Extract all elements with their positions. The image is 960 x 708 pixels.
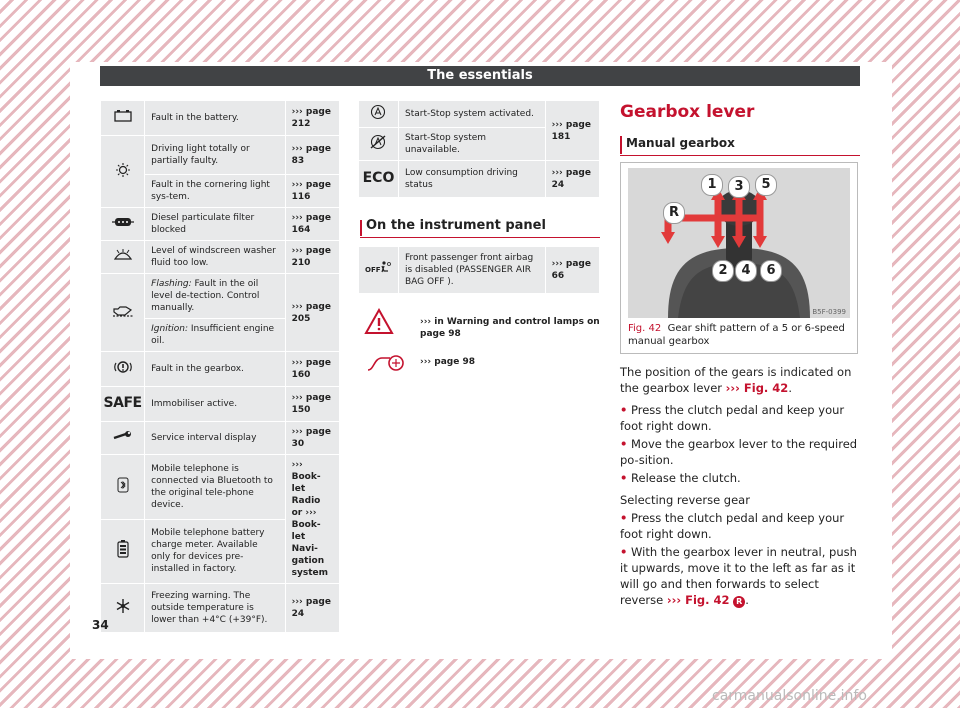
lamp-description: Fault in the gearbox.: [145, 352, 285, 387]
lamp-description: [145, 274, 285, 319]
lamp-description-emphasis: Ignition:: [151, 324, 188, 334]
oil-level-icon: [101, 274, 145, 352]
figure-reference[interactable]: ››› Fig. 42: [725, 381, 789, 395]
figure-label: Fig. 42: [628, 323, 662, 334]
list-item: • Press the clutch pedal and keep your foot right down.: [620, 511, 845, 541]
page-link[interactable]: ››› page 210: [285, 241, 339, 274]
gearbox-subtitle: Manual gearbox: [620, 136, 860, 156]
table-row: [101, 455, 340, 520]
table-row: [359, 247, 600, 294]
start-stop-icon: [359, 101, 399, 128]
intro-paragraph: The position of the gears is indicated on the gearbox lever ››› Fig. 42.: [620, 365, 852, 395]
lamp-description: [145, 319, 285, 352]
gearbox-figure: [628, 168, 850, 318]
gear-label: 2: [712, 260, 734, 282]
lamp-description: Mobile telephone is connected via Bluetooth to the original tele-phone device.: [145, 455, 285, 520]
list-item: • Release the clutch.: [620, 471, 741, 485]
gear-label: 6: [760, 260, 782, 282]
environment-reference[interactable]: ››› page 98: [420, 357, 475, 367]
lamp-description: Mobile telephone battery charge meter. Available only for devices pre-installed in factory.: [145, 519, 285, 584]
eco-icon-label: ECO: [362, 170, 395, 186]
page-link[interactable]: ››› page 66: [545, 247, 599, 294]
environment-note-icon: [366, 352, 406, 374]
table-row: [101, 422, 340, 455]
step-text: Press the clutch pedal and keep your foot right down.: [620, 511, 845, 541]
figure-code: B5F-0399: [812, 308, 846, 316]
step-text: Move the gearbox lever to the required po-sition.: [620, 437, 858, 467]
figure-reference[interactable]: ››› Fig. 42: [666, 593, 730, 607]
step-text: With the gearbox lever in neutral, push it upwards, move it to the left as far as it will go and then forwards to select reverse: [620, 545, 857, 607]
table-row: [101, 387, 340, 422]
table-row: [101, 101, 340, 136]
gearbox-title: Gearbox lever: [620, 102, 755, 122]
watermark: carmanualsonline.info: [712, 688, 867, 704]
page-link[interactable]: ››› page 30: [285, 422, 339, 455]
lamp-description: Low consumption driving status: [398, 161, 545, 198]
list-item: • Press the clutch pedal and keep your foot right down.: [620, 403, 845, 433]
table-row: [101, 584, 340, 633]
lamp-description: Start-Stop system activated.: [398, 101, 545, 128]
gear-label: 1: [701, 174, 723, 196]
page-link[interactable]: ››› page 164: [285, 208, 339, 241]
lamp-description: Level of windscreen washer fluid too low.: [145, 241, 285, 274]
table-row: [359, 101, 600, 128]
lamp-description: Service interval display: [145, 422, 285, 455]
table-row: [359, 161, 600, 198]
lamp-description: Driving light totally or partially faulty.: [145, 136, 285, 175]
eco-icon: [359, 161, 399, 198]
particulate-filter-icon: [101, 208, 145, 241]
airbag-off-icon: [359, 247, 399, 294]
list-item: • Move the gearbox lever to the required po-sition.: [620, 437, 858, 467]
instrument-panel-heading: On the instrument panel: [360, 218, 600, 238]
gear-label: 4: [735, 260, 757, 282]
gear-label: R: [663, 202, 685, 224]
table-row: [101, 241, 340, 274]
wrench-icon: [101, 422, 145, 455]
battery-icon: [101, 101, 145, 136]
lamp-description-emphasis: Flashing:: [151, 279, 192, 289]
table-row: [101, 208, 340, 241]
step-text: Press the clutch pedal and keep your foot right down.: [620, 403, 845, 433]
safe-icon: [101, 387, 145, 422]
page-link[interactable]: ››› page 116: [285, 175, 339, 208]
page-link[interactable]: ››› page 150: [285, 387, 339, 422]
intro-text: The position of the gears is indicated on the gearbox lever: [620, 365, 852, 395]
gearbox-warning-icon: [101, 352, 145, 387]
page-number: 34: [92, 618, 109, 632]
gear-label: 5: [755, 174, 777, 196]
safe-icon-label: SAFE: [103, 395, 142, 411]
page-link[interactable]: ››› page 205: [285, 274, 339, 352]
table-row: [101, 136, 340, 175]
lamp-description: Diesel particulate filter blocked: [145, 208, 285, 241]
airbag-table: [358, 246, 600, 294]
page-link[interactable]: ››› page 24: [545, 161, 599, 198]
lamp-description: Front passenger front airbag is disabled (PASSENGER AIR BAG OFF ).: [398, 247, 545, 294]
bluetooth-icon: [101, 455, 145, 520]
page-link[interactable]: ››› page 24: [285, 584, 339, 633]
washer-fluid-icon: [101, 241, 145, 274]
page-link[interactable]: ››› page 160: [285, 352, 339, 387]
start-stop-off-icon: [359, 128, 399, 161]
figure-caption-text: Gear shift pattern of a 5 or 6-speed manual gearbox: [628, 323, 845, 347]
list-item: • With the gearbox lever in neutral, push it upwards, move it to the left as far as it will go and then forwards to select reverse ››› Fig. 42 R .: [620, 545, 857, 607]
lamp-description: Immobiliser active.: [145, 387, 285, 422]
lamp-description: Freezing warning. The outside temperature is lower than +4°C (+39°F).: [145, 584, 285, 633]
lamp-description-text: Fault in the oil level de-tection. Control manually.: [151, 279, 260, 313]
page-header: The essentials: [100, 66, 860, 86]
table-row: [101, 274, 340, 319]
page-link[interactable]: ››› page 83: [285, 136, 339, 175]
table-row: [101, 352, 340, 387]
phone-battery-icon: [101, 519, 145, 584]
lightbulb-icon: [101, 136, 145, 208]
warning-lamps-reference[interactable]: ››› in Warning and control lamps on page 98: [420, 317, 600, 339]
figure-caption: [628, 322, 850, 348]
step-text: Release the clutch.: [631, 471, 741, 485]
warning-lamps-table: [100, 100, 340, 633]
gearbox-instructions: [620, 364, 860, 614]
lamp-description: Start-Stop system unavailable.: [398, 128, 545, 161]
gear-label: 3: [728, 176, 750, 198]
page-link[interactable]: ››› page 181: [545, 101, 599, 161]
lamp-description: Fault in the cornering light sys-tem.: [145, 175, 285, 208]
svg-text:OFF: OFF: [365, 266, 381, 274]
page-link[interactable]: ››› page 212: [285, 101, 339, 136]
reverse-badge: R: [733, 596, 745, 608]
start-stop-table: [358, 100, 600, 198]
lamp-description-text: Insufficient engine oil.: [151, 324, 275, 346]
page-link[interactable]: ››› Book-let Radio or ››› Book-let Navi-gation system: [285, 455, 339, 584]
reverse-heading: Selecting reverse gear: [620, 493, 750, 507]
lamp-description: Fault in the battery.: [145, 101, 285, 136]
warning-triangle-icon: [364, 308, 394, 336]
